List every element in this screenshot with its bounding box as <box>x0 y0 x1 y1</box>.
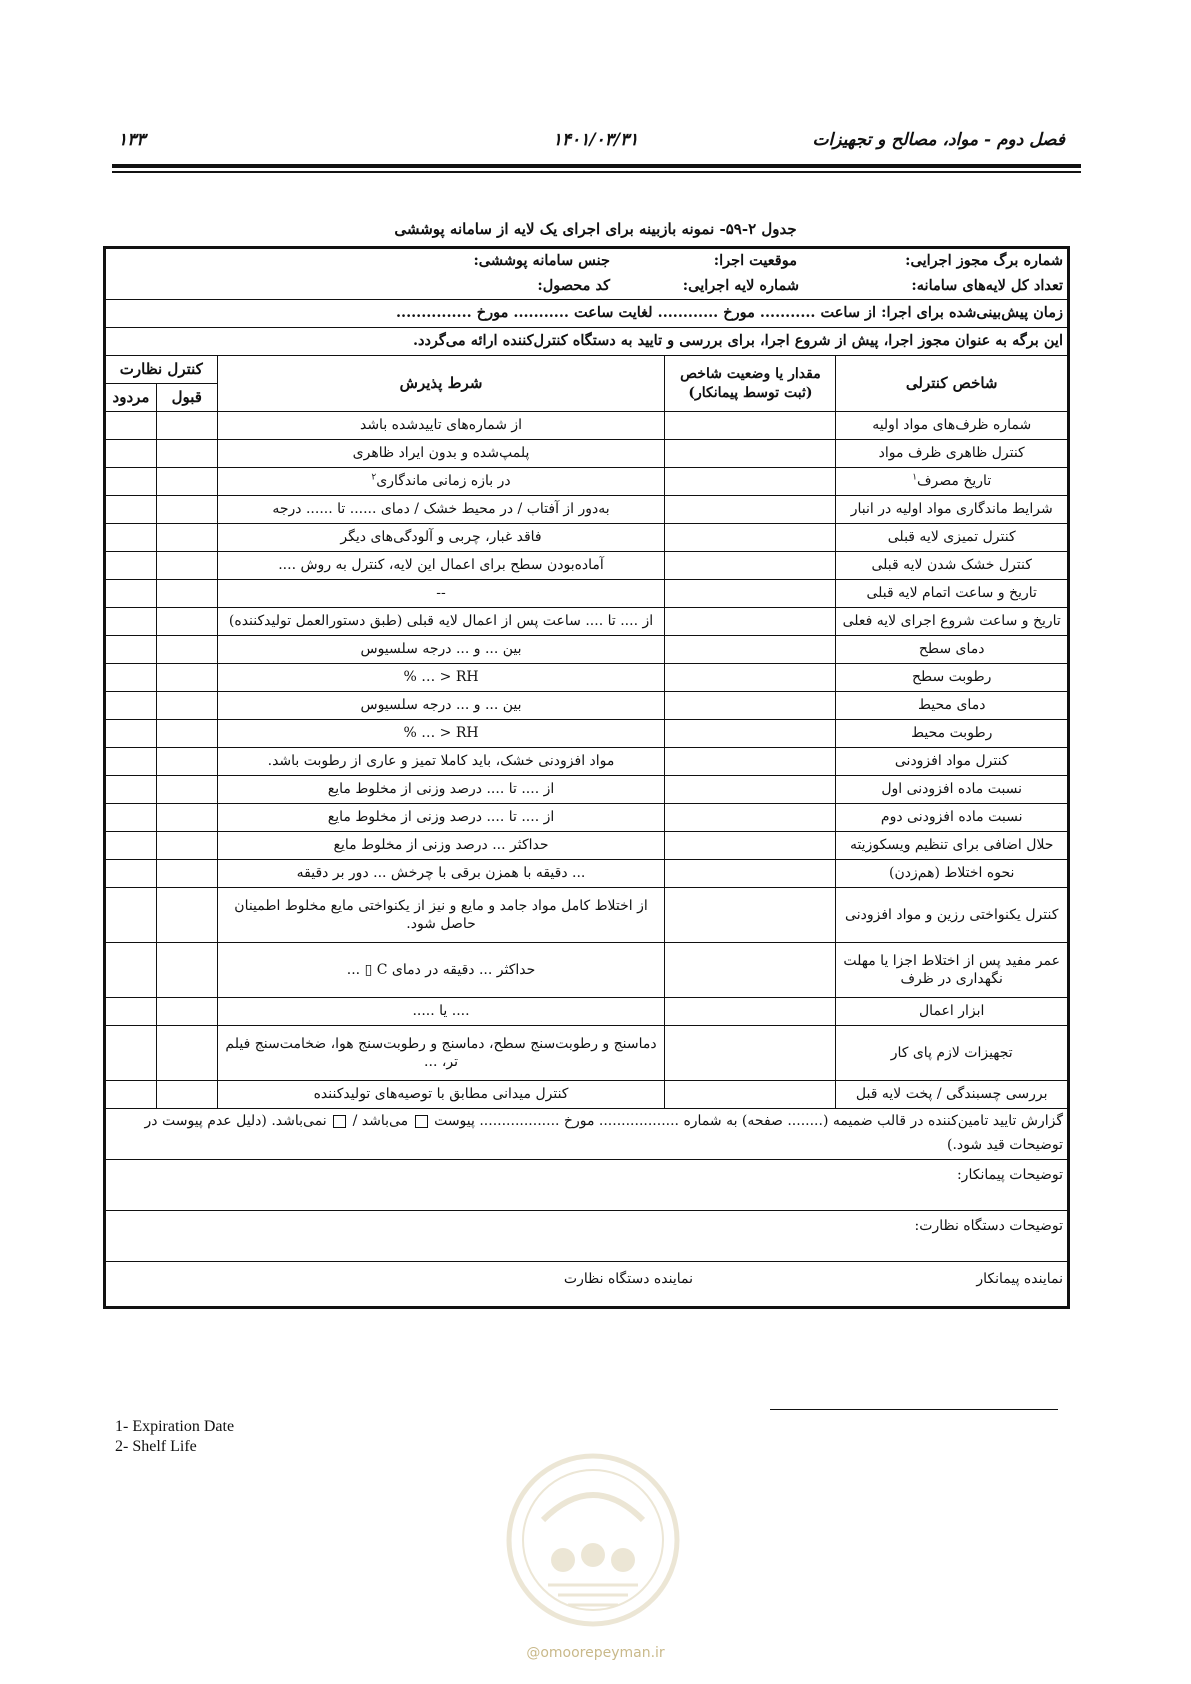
row-accept-cell[interactable] <box>157 664 218 692</box>
row-value-cell[interactable] <box>665 552 836 580</box>
coating-type-label: جنس سامانه پوششی: <box>473 252 610 269</box>
notice-text: این برگه به عنوان مجوز اجرا، پیش از شروع اجرا، برای بررسی و تایید به دستگاه کنترل‌کننده ارائه می‌گردد. <box>105 328 1069 356</box>
row-index-cell: شماره ظرف‌های مواد اولیه <box>836 412 1069 440</box>
table-row <box>105 776 1069 804</box>
table-row <box>105 1081 1069 1109</box>
table-row <box>105 804 1069 832</box>
table-row <box>105 720 1069 748</box>
footnote-2: 2- Shelf Life <box>115 1438 197 1455</box>
column-reject-header: مردود <box>105 384 157 412</box>
row-accept-cell[interactable] <box>157 580 218 608</box>
row-accept-cell[interactable] <box>157 552 218 580</box>
row-index-cell: عمر مفید پس از اختلاط اجزا یا مهلت نگهداری در ظرف <box>836 943 1069 998</box>
attached-checkbox[interactable] <box>415 1115 428 1128</box>
row-condition-cell: دماسنج و رطوبت‌سنج سطح، دماسنج و رطوبت‌سنج هوا، ضخامت‌سنج فیلم تر، ... <box>217 1026 665 1081</box>
column-supervision-header: کنترل نظارت <box>105 356 218 384</box>
column-index-header: شاخص کنترلی <box>836 356 1069 412</box>
column-condition-header: شرط پذیرش <box>217 356 665 412</box>
row-accept-cell[interactable] <box>157 804 218 832</box>
row-index-cell: تاریخ و ساعت شروع اجرای لایه فعلی <box>836 608 1069 636</box>
row-reject-cell[interactable] <box>105 943 157 998</box>
row-condition-cell: بین ... و ... درجه سلسیوس <box>217 636 665 664</box>
row-index-cell: دمای سطح <box>836 636 1069 664</box>
table-row <box>105 943 1069 998</box>
footnote-separator <box>770 1409 1058 1410</box>
row-reject-cell[interactable] <box>105 1026 157 1081</box>
row-condition-cell: مواد افزودنی خشک، باید کاملا تمیز و عاری از رطوبت باشد. <box>217 748 665 776</box>
row-reject-cell[interactable] <box>105 804 157 832</box>
row-reject-cell[interactable] <box>105 468 157 496</box>
table-row <box>105 664 1069 692</box>
contractor-rep-label: نماینده پیمانکار <box>976 1271 1063 1287</box>
supervisor-rep-label: نماینده دستگاه نظارت <box>563 1271 693 1287</box>
row-index-cell: تجهیزات لازم پای کار <box>836 1026 1069 1081</box>
signature-row <box>105 1262 1069 1308</box>
row-accept-cell[interactable] <box>157 832 218 860</box>
not-attached-checkbox[interactable] <box>333 1115 346 1128</box>
row-condition-cell: RH < … % <box>217 720 665 748</box>
table-row <box>105 1026 1069 1081</box>
row-reject-cell[interactable] <box>105 748 157 776</box>
row-value-cell[interactable] <box>665 412 836 440</box>
table-row <box>105 998 1069 1026</box>
row-condition-cell: بین ... و ... درجه سلسیوس <box>217 692 665 720</box>
row-accept-cell[interactable] <box>157 1026 218 1081</box>
row-reject-cell[interactable] <box>105 552 157 580</box>
table-row <box>105 636 1069 664</box>
row-condition-cell: .... یا ..... <box>217 998 665 1026</box>
row-value-cell[interactable] <box>665 496 836 524</box>
row-index-cell: کنترل مواد افزودنی <box>836 748 1069 776</box>
row-index-cell: حلال اضافی برای تنظیم ویسکوزیته <box>836 832 1069 860</box>
row-reject-cell[interactable] <box>105 860 157 888</box>
row-value-cell[interactable] <box>665 888 836 943</box>
row-condition-cell: به‌دور از آفتاب / در محیط خشک / دمای ...... تا ...... درجه <box>217 496 665 524</box>
supervisor-notes-row <box>105 1211 1069 1262</box>
table-row <box>105 412 1069 440</box>
row-reject-cell[interactable] <box>105 496 157 524</box>
watermark-text: @omoorepeyman.ir <box>526 1645 665 1661</box>
row-condition-cell: حداکثر ... دقیقه در دمای C ▯ ... <box>217 943 665 998</box>
row-condition-cell: آماده‌بودن سطح برای اعمال این لایه، کنترل به روش .... <box>217 552 665 580</box>
footnote-1: 1- Expiration Date <box>115 1418 235 1435</box>
table-row <box>105 832 1069 860</box>
table-row <box>105 888 1069 943</box>
row-value-cell[interactable] <box>665 524 836 552</box>
row-index-cell: کنترل خشک شدن لایه قبلی <box>836 552 1069 580</box>
row-accept-cell[interactable] <box>157 943 218 998</box>
row-value-cell[interactable] <box>665 1026 836 1081</box>
page-number: ۱۳۳ <box>118 130 146 150</box>
row-index-cell: نحوه اختلاط (هم‌زدن) <box>836 860 1069 888</box>
row-condition-cell: -- <box>217 580 665 608</box>
row-value-cell[interactable] <box>665 998 836 1026</box>
row-value-cell[interactable] <box>665 748 836 776</box>
row-value-cell[interactable] <box>665 776 836 804</box>
table-row <box>105 580 1069 608</box>
contractor-notes-label: توضیحات پیمانکار: <box>105 1160 1069 1211</box>
row-condition-cell: از .... تا .... ساعت پس از اعمال لایه قبلی (طبق دستورالعمل تولیدکننده) <box>217 608 665 636</box>
schedule-row <box>105 300 1069 328</box>
row-accept-cell[interactable] <box>157 860 218 888</box>
row-index-cell: نسبت ماده افزودنی دوم <box>836 804 1069 832</box>
row-value-cell[interactable] <box>665 832 836 860</box>
row-accept-cell[interactable] <box>157 776 218 804</box>
row-reject-cell[interactable] <box>105 664 157 692</box>
table-caption: جدول ۲-۵۹- نمونه بازبینه برای اجرای یک لایه از سامانه پوششی <box>394 220 797 238</box>
table-row <box>105 524 1069 552</box>
row-reject-cell[interactable] <box>105 608 157 636</box>
row-accept-cell[interactable] <box>157 720 218 748</box>
row-index-cell: تاریخ مصرف$^۱$ <box>836 468 1069 496</box>
row-reject-cell[interactable] <box>105 998 157 1026</box>
row-accept-cell[interactable] <box>157 636 218 664</box>
column-accept-header: قبول <box>157 384 218 412</box>
header-rule-thick <box>112 164 1081 168</box>
row-reject-cell[interactable] <box>105 636 157 664</box>
row-reject-cell[interactable] <box>105 524 157 552</box>
row-value-cell[interactable] <box>665 860 836 888</box>
row-reject-cell[interactable] <box>105 580 157 608</box>
row-condition-cell: ... دقیقه با همزن برقی با چرخش ... دور بر دقیقه <box>217 860 665 888</box>
product-code-label: کد محصول: <box>537 277 610 294</box>
row-condition-cell: فاقد غبار، چربی و آلودگی‌های دیگر <box>217 524 665 552</box>
row-index-cell: نسبت ماده افزودنی اول <box>836 776 1069 804</box>
row-accept-cell[interactable] <box>157 524 218 552</box>
row-index-cell: دمای محیط <box>836 692 1069 720</box>
row-condition-cell: کنترل میدانی مطابق با توصیه‌های تولیدکننده <box>217 1081 665 1109</box>
row-condition-cell: از اختلاط کامل مواد جامد و مایع و نیز از یکنواختی مایع مخلوط اطمینان حاصل شود. <box>217 888 665 943</box>
watermark-seal-icon <box>503 1450 683 1630</box>
row-condition-cell: RH < … % <box>217 664 665 692</box>
supervisor-notes-label: توضیحات دستگاه نظارت: <box>105 1211 1069 1262</box>
row-reject-cell[interactable] <box>105 412 157 440</box>
location-label: موقعیت اجرا: <box>713 252 797 269</box>
row-value-cell[interactable] <box>665 608 836 636</box>
row-index-cell: کنترل ظاهری ظرف مواد <box>836 440 1069 468</box>
row-reject-cell[interactable] <box>105 888 157 943</box>
row-index-cell: رطوبت محیط <box>836 720 1069 748</box>
chapter-title: فصل دوم - مواد، مصالح و تجهیزات <box>812 130 1065 150</box>
checklist-rows <box>105 412 1069 1109</box>
table-row <box>105 692 1069 720</box>
row-index-cell: کنترل تمیزی لایه قبلی <box>836 524 1069 552</box>
row-value-cell[interactable] <box>665 664 836 692</box>
row-accept-cell[interactable] <box>157 608 218 636</box>
table-row <box>105 552 1069 580</box>
row-condition-cell: از .... تا .... درصد وزنی از مخلوط مایع <box>217 804 665 832</box>
row-condition-cell: در بازه زمانی ماندگاری$^۲$ <box>217 468 665 496</box>
column-header-row-1 <box>105 356 1069 384</box>
table-row <box>105 468 1069 496</box>
header-rule-thin <box>112 171 1081 173</box>
row-reject-cell[interactable] <box>105 692 157 720</box>
table-row <box>105 440 1069 468</box>
row-condition-cell: پلمپ‌شده و بدون ایراد ظاهری <box>217 440 665 468</box>
row-condition-cell: حداکثر ... درصد وزنی از مخلوط مایع <box>217 832 665 860</box>
info-row-1 <box>105 248 1069 300</box>
notice-row <box>105 328 1069 356</box>
row-value-cell[interactable] <box>665 692 836 720</box>
row-index-cell: ابزار اعمال <box>836 998 1069 1026</box>
row-reject-cell[interactable] <box>105 832 157 860</box>
table-row <box>105 748 1069 776</box>
row-value-cell[interactable] <box>665 943 836 998</box>
row-index-cell: تاریخ و ساعت اتمام لایه قبلی <box>836 580 1069 608</box>
column-value-header: مقدار یا وضعیت شاخص (ثبت توسط پیمانکار) <box>665 356 836 412</box>
row-accept-cell[interactable] <box>157 412 218 440</box>
report-text-c: نمی‌باشد. (دلیل عدم پیوست در توضیحات قید شود.) <box>144 1113 1063 1153</box>
report-text-b: می‌باشد / <box>352 1113 409 1130</box>
table-row <box>105 496 1069 524</box>
header-date: ۱۴۰۱/۰۳/۳۱ <box>552 130 639 150</box>
row-condition-cell: از .... تا .... درصد وزنی از مخلوط مایع <box>217 776 665 804</box>
row-condition-cell: از شماره‌های تاییدشده باشد <box>217 412 665 440</box>
row-value-cell[interactable] <box>665 440 836 468</box>
row-index-cell: کنترل یکنواختی رزین و مواد افزودنی <box>836 888 1069 943</box>
row-value-cell[interactable] <box>665 1081 836 1109</box>
row-value-cell[interactable] <box>665 804 836 832</box>
row-accept-cell[interactable] <box>157 440 218 468</box>
row-value-cell[interactable] <box>665 720 836 748</box>
row-accept-cell[interactable] <box>157 748 218 776</box>
checklist-table <box>103 246 1070 1309</box>
supplier-report-row <box>105 1109 1069 1160</box>
row-accept-cell[interactable] <box>157 998 218 1026</box>
row-value-cell[interactable] <box>665 636 836 664</box>
row-reject-cell[interactable] <box>105 440 157 468</box>
schedule-text: زمان پیش‌بینی‌شده برای اجرا: از ساعت ........... مورخ ............ لغایت ساعت ........... مورخ ............... <box>105 300 1069 328</box>
row-accept-cell[interactable] <box>157 468 218 496</box>
row-reject-cell[interactable] <box>105 720 157 748</box>
row-value-cell[interactable] <box>665 580 836 608</box>
row-reject-cell[interactable] <box>105 1081 157 1109</box>
contractor-notes-row <box>105 1160 1069 1211</box>
row-reject-cell[interactable] <box>105 776 157 804</box>
table-row <box>105 860 1069 888</box>
layer-number-label: شماره لایه اجرایی: <box>682 277 799 294</box>
row-accept-cell[interactable] <box>157 1081 218 1109</box>
row-value-cell[interactable] <box>665 468 836 496</box>
report-text-a: گزارش تایید تامین‌کننده در قالب ضمیمه (........ صفحه) به شماره .................. مورخ .................. پیوست <box>434 1113 1063 1130</box>
row-index-cell: بررسی چسبندگی / پخت لایه قبل <box>836 1081 1069 1109</box>
total-layers-label: تعداد کل لایه‌های سامانه: <box>911 277 1063 294</box>
row-accept-cell[interactable] <box>157 692 218 720</box>
table-row <box>105 608 1069 636</box>
row-index-cell: رطوبت سطح <box>836 664 1069 692</box>
row-accept-cell[interactable] <box>157 888 218 943</box>
row-accept-cell[interactable] <box>157 496 218 524</box>
row-index-cell: شرایط ماندگاری مواد اولیه در انبار <box>836 496 1069 524</box>
permit-number-label: شماره برگ مجوز اجرایی: <box>905 252 1063 269</box>
